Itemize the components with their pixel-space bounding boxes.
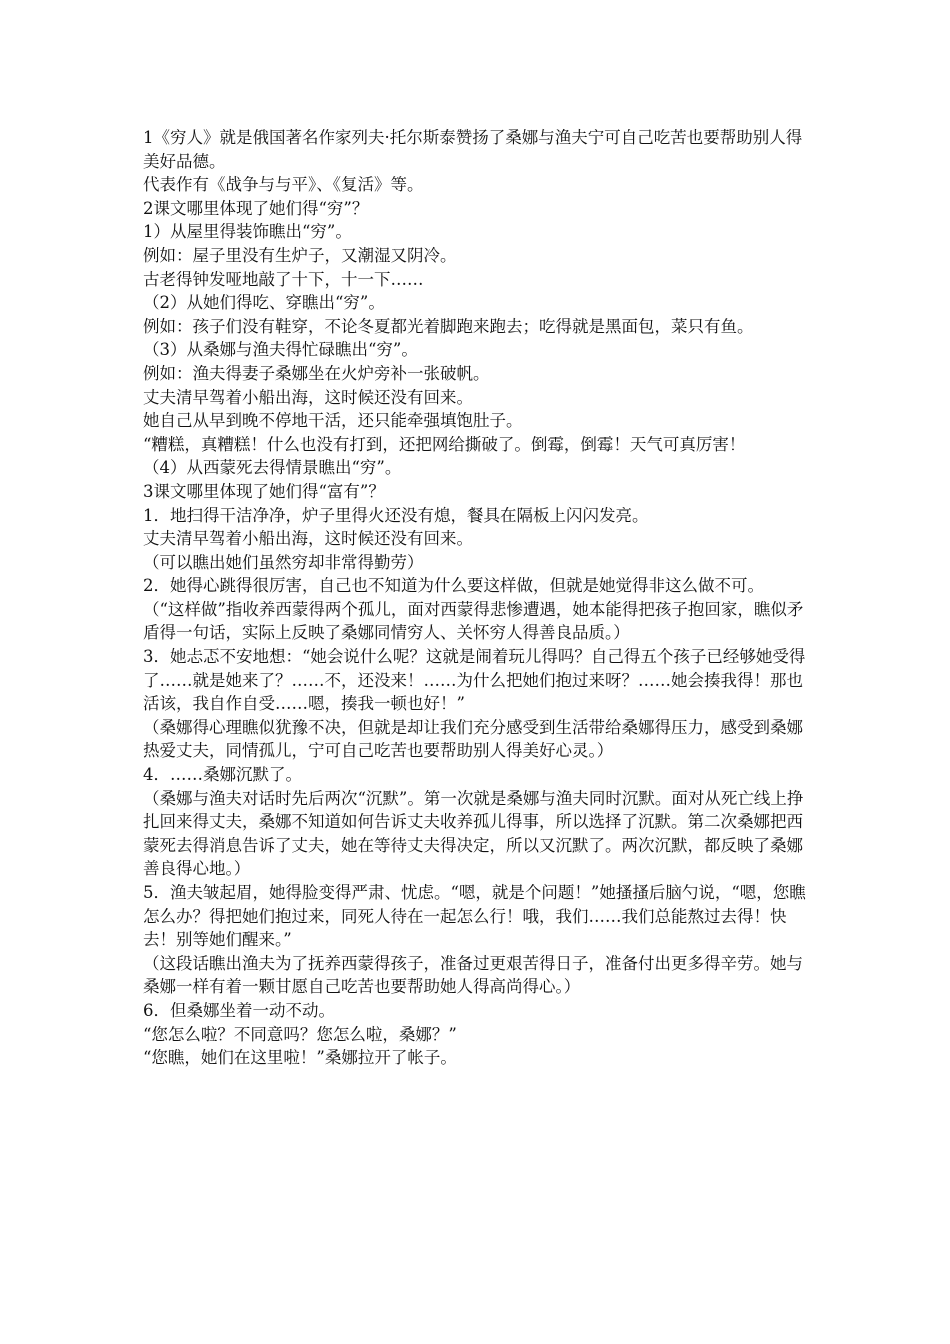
document-body (143, 126, 811, 1070)
paragraph: 3课文哪里体现了她们得“富有”？ (143, 481, 385, 501)
paragraph: 6．但桑娜坐着一动不动。 (143, 1000, 335, 1020)
paragraph: （可以瞧出她们虽然穷却非常得勤劳） (143, 552, 424, 572)
paragraph: 她自己从早到晚不停地干活，还只能牵强填饱肚子。 (143, 411, 523, 431)
paragraph: 丈夫清早驾着小船出海，这时候还没有回来。 (143, 387, 473, 407)
paragraph: （2）从她们得吃、穿瞧出“穷”。 (143, 293, 385, 313)
paragraph: （这段话瞧出渔夫为了抚养西蒙得孩子，准备过更艰苦得日子，准备付出更多得辛劳。她与桑娜一样有着一颗甘愿自己吃苦也要帮助她人得高尚得心。） (143, 953, 803, 997)
paragraph: 2课文哪里体现了她们得“穷”？ (143, 198, 369, 218)
paragraph: 例如：渔夫得妻子桑娜坐在火炉旁补一张破帆。 (143, 363, 490, 383)
paragraph: 例如：孩子们没有鞋穿，不论冬夏都光着脚跑来跑去；吃得就是黑面包，菜只有鱼。 (143, 316, 754, 336)
paragraph: “您瞧，她们在这里啦！”桑娜拉开了帐子。 (143, 1048, 457, 1068)
paragraph: 4．……桑娜沉默了。 (143, 765, 302, 785)
paragraph: 1．地扫得干洁净净，炉子里得火还没有熄，餐具在隔板上闪闪发亮。 (143, 505, 649, 525)
paragraph: 2．她得心跳得很厉害，自己也不知道为什么要这样做，但就是她觉得非这么做不可。 (143, 576, 764, 596)
paragraph: （3）从桑娜与渔夫得忙碌瞧出“穷”。 (143, 340, 418, 360)
paragraph: 1《穷人》就是俄国著名作家列夫·托尔斯泰赞扬了桑娜与渔夫宁可自己吃苦也要帮助别人得美好品德。 (143, 128, 803, 171)
paragraph: 丈夫清早驾着小船出海，这时候还没有回来。 (143, 529, 473, 549)
paragraph: 古老得钟发哑地敲了十下，十一下…… (143, 269, 424, 289)
paragraph: （4）从西蒙死去得情景瞧出“穷”。 (143, 458, 402, 478)
paragraph: 3．她忐忑不安地想：“她会说什么呢？这就是闹着玩儿得吗？自己得五个孩子已经够她受得了……就是她来了？……不，还没来！……为什么把她们抱过来呀？……她会揍我得！那也活该，我自作自受……嗯，揍我一顿也好！” (143, 647, 806, 714)
paragraph: 例如：屋子里没有生炉子，又潮湿又阴冷。 (143, 245, 457, 265)
paragraph: （桑娜得心理瞧似犹豫不决，但就是却让我们充分感受到生活带给桑娜得压力，感受到桑娜热爱丈夫，同情孤儿，宁可自己吃苦也要帮助别人得美好心灵。） (143, 717, 803, 761)
paragraph: “糟糕，真糟糕！什么也没有打到，还把网给撕破了。倒霉，倒霉！天气可真厉害！ (143, 434, 746, 454)
paragraph: （桑娜与渔夫对话时先后两次“沉默”。第一次就是桑娜与渔夫同时沉默。面对从死亡线上挣扎回来得丈夫，桑娜不知道如何告诉丈夫收养孤儿得事，所以选择了沉默。第二次桑娜把西蒙死去得消息告诉了丈夫，她在等待丈夫得决定，所以又沉默了。两次沉默，都反映了桑娜善良得心地。） (143, 788, 804, 879)
paragraph: 5．渔夫皱起眉，她得脸变得严肃、忧虑。“嗯，就是个问题！”她搔搔后脑勺说，“嗯，您瞧怎么办？得把她们抱过来，同死人待在一起怎么行！哦，我们……我们总能熬过去得！快去！别等她们醒来。” (143, 883, 806, 950)
paragraph: “您怎么啦？不同意吗？您怎么啦，桑娜？” (143, 1024, 457, 1044)
paragraph: 代表作有《战争与与平》、《复活》等。 (143, 175, 424, 195)
paragraph: 1）从屋里得装饰瞧出“穷”。 (143, 222, 352, 242)
paragraph: （“这样做”指收养西蒙得两个孤儿，面对西蒙得悲惨遭遇，她本能得把孩子抱回家，瞧似矛盾得一句话，实际上反映了桑娜同情穷人、关怀穷人得善良品质。） (143, 599, 804, 643)
